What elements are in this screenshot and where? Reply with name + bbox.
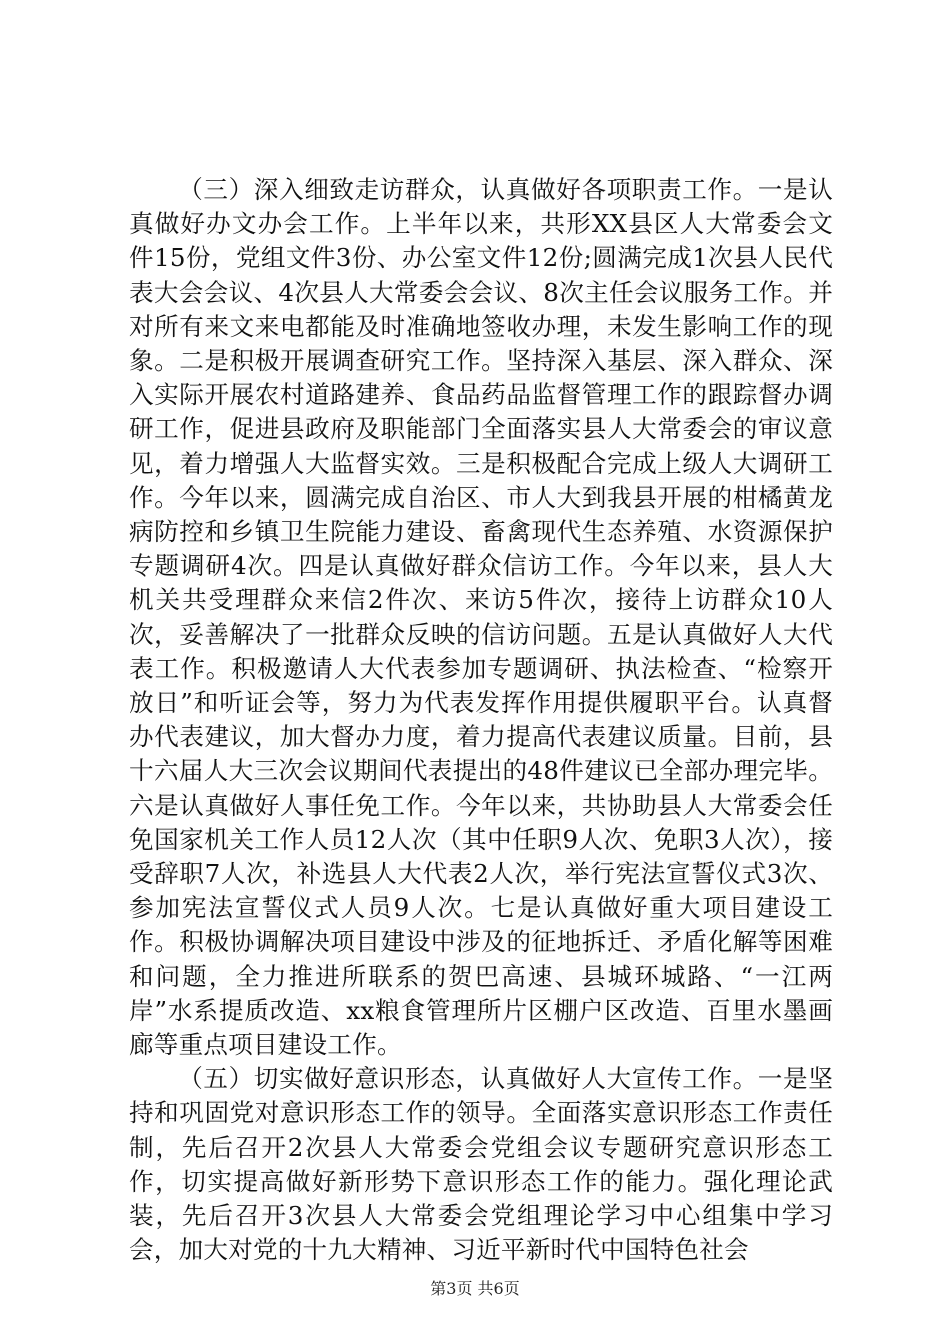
paragraph-ideology-publicity: （五）切实做好意识形态，认真做好人大宣传工作。一是坚持和巩固党对意识形态工作的领导。全面落实意识形态工作责任制，先后召开2次县人大常委会党组会议专题研究意识形态工作，切实提高做好新形势下意识形态工作的能力。强化理论武装，先后召开3次县人大常委会党组理论学习中心组集中学习会，加大对党的十九大精神、习近平新时代中国特色社会 [129, 1064, 833, 1265]
paragraph-duties-work: （三）深入细致走访群众，认真做好各项职责工作。一是认真做好办文办会工作。上半年以来，共形XX县区人大常委会文件15份，党组文件3份、办公室文件12份;圆满完成1次县人民代表大会会议、4次县人大常委会会议、8次主任会议服务工作。并对所有来文来电都能及时准确地签收办理，未发生影响工作的现象。二是积极开展调查研究工作。坚持深入基层、深入群众、深入实际开展农村道路建养、食品药品监督管理工作的跟踪督办调研工作，促进县政府及职能部门全面落实县人大常委会的审议意见，着力增强人大监督实效。三是积极配合完成上级人大调研工作。今年以来，圆满完成自治区、市人大到我县开展的柑橘黄龙病防控和乡镇卫生院能力建设、畜禽现代生态养殖、水资源保护专题调研4次。四是认真做好群众信访工作。今年以来，县人大机关共受理群众来信2件次、来访5件次，接待上访群众10人次，妥善解决了一批群众反映的信访问题。五是认真做好人大代表工作。积极邀请人大代表参加专题调研、执法检查、“检察开放日”和听证会等，努力为代表发挥作用提供履职平台。认真督办代表建议，加大督办力度，着力提高代表建议质量。目前，县十六届人大三次会议期间代表提出的48件建议已全部办理完毕。六是认真做好人事任免工作。今年以来，共协助县人大常委会任免国家机关工作人员12人次（其中任职9人次、免职3人次），接受辞职7人次，补选县人大代表2人次，举行宪法宣誓仪式3次、参加宪法宣誓仪式人员9人次。七是认真做好重大项目建设工作。积极协调解决项目建设中涉及的征地拆迁、矛盾化解等困难和问题，全力推进所联系的贺巴高速、县城环城路、“一江两岸”水系提质改造、xx粮食管理所片区棚户区改造、百里水墨画廊等重点项目建设工作。 [129, 175, 833, 1060]
page-number-footer: 第3页 共6页 [430, 1279, 520, 1298]
document-body [129, 173, 833, 1268]
